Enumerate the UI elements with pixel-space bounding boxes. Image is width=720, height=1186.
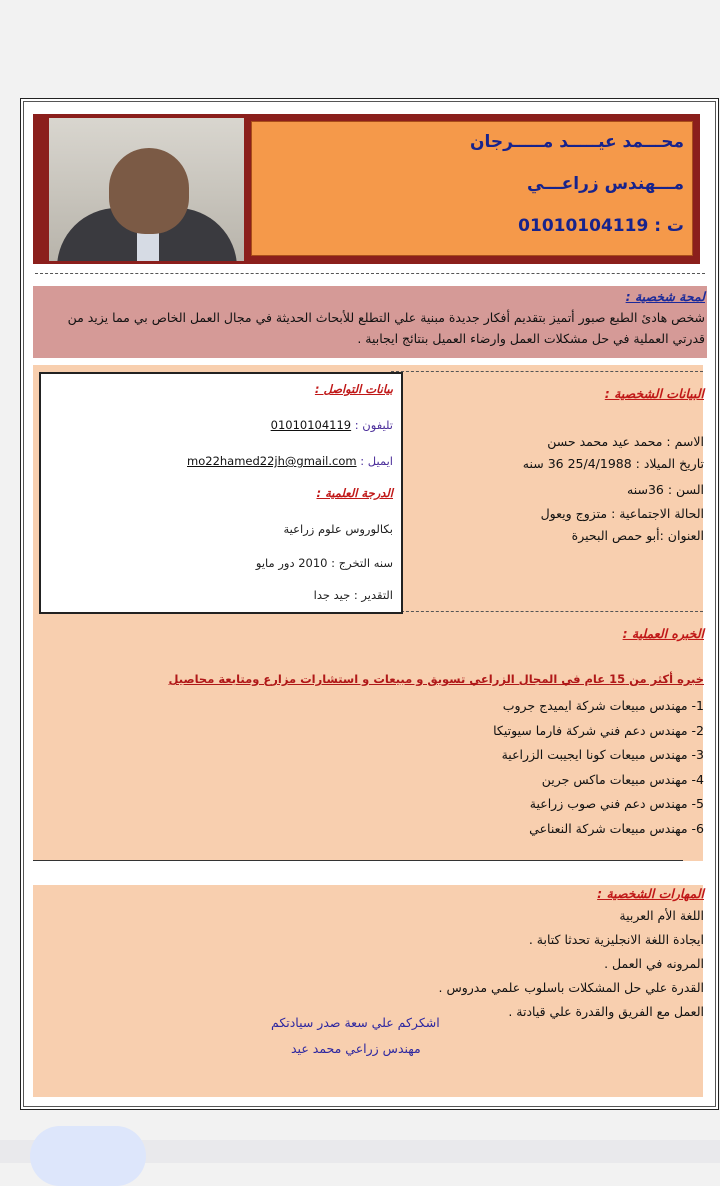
list-item: 3- مهندس مبيعات كونا ايجيبت الزراعية bbox=[501, 747, 704, 762]
personal-name: الاسم : محمد عيد محمد حسن bbox=[547, 434, 704, 449]
degree-heading: الدرجة العلمية : bbox=[316, 486, 393, 500]
grade: التقدير : جيد جدا bbox=[313, 588, 393, 602]
thanks-note: اشكركم علي سعة صدر سيادتكم bbox=[271, 1015, 440, 1030]
contact-email bbox=[187, 454, 393, 468]
experience-lead: خبره أكثر من 15 عام في المجال الزراعي تسويق و مبيعات و استشارات مزارع ومتابعة محاصيل bbox=[168, 672, 704, 686]
summary-text: شخص هادئ الطبع صبور أتميز بتقديم أفكار جديدة مبنية علي التطلع للأبحاث الحديثة في مجال العمل الخاص بي مما يزيد من قدرتي العملية في حل مشكلات العمل وارضاء العميل بنتائج ايجابية . bbox=[67, 310, 705, 346]
divider bbox=[35, 273, 705, 274]
divider bbox=[33, 860, 683, 861]
email-label: ايميل : bbox=[360, 454, 393, 468]
cv-page bbox=[20, 98, 719, 1110]
list-item: 4- مهندس مبيعات ماكس جرين bbox=[541, 771, 704, 787]
header-phone: ت : 01010104119 bbox=[518, 216, 684, 236]
contact-phone bbox=[271, 418, 393, 432]
skill-item: المرونه في العمل . bbox=[604, 956, 704, 971]
contact-heading: بيانات التواصل : bbox=[314, 382, 393, 396]
signature: مهندس زراعي محمد عيد bbox=[291, 1041, 421, 1056]
email-value[interactable]: mo22hamed22jh@gmail.com bbox=[187, 454, 357, 468]
contact-box bbox=[39, 372, 403, 614]
skill-item: العمل مع الفريق والقدرة علي قيادتة . bbox=[508, 1004, 704, 1019]
phone-label: تليفون : bbox=[354, 418, 393, 432]
skills-heading: المهارات الشخصية : bbox=[597, 886, 704, 901]
full-name: محـــمد عيـــــد مـــــرجان bbox=[470, 132, 684, 152]
personal-birth: تاريخ الميلاد : 25/4/1988 36 سنه bbox=[522, 456, 704, 471]
personal-heading: البيانات الشخصية : bbox=[604, 386, 704, 401]
graduation-year: سنه التخرج : 2010 دور مايو bbox=[255, 556, 393, 570]
floating-action-button[interactable] bbox=[30, 1126, 146, 1186]
job-title: مـــهندس زراعـــي bbox=[527, 174, 684, 194]
phone-value[interactable]: 01010104119 bbox=[270, 418, 352, 432]
divider bbox=[391, 371, 703, 372]
profile-photo bbox=[49, 118, 244, 261]
jobs-list bbox=[493, 694, 704, 841]
divider bbox=[391, 611, 703, 612]
header-banner bbox=[33, 114, 700, 264]
list-item: 2- مهندس دعم فني شركة فارما سيوتيكا bbox=[493, 722, 704, 738]
photo-face bbox=[109, 148, 189, 234]
personal-status: الحالة الاجتماعية : متزوج ويعول bbox=[540, 506, 704, 521]
name-box bbox=[251, 121, 693, 256]
summary-heading: لمحة شخصية : bbox=[625, 289, 705, 304]
personal-address: العنوان :أبو حمص البحيرة bbox=[571, 528, 704, 543]
list-item: 5- مهندس دعم فني صوب زراعية bbox=[529, 796, 704, 811]
experience-heading: الخبره العملية : bbox=[622, 626, 704, 641]
skill-item: اللغة الأم العربية bbox=[619, 908, 704, 923]
list-item: 1- مهندس مبيعات شركة ايميدج جروب bbox=[502, 698, 704, 713]
summary-section bbox=[33, 286, 707, 358]
skill-item: ايجادة اللغة الانجليزية تحدثا كتابة . bbox=[528, 932, 704, 947]
list-item: 6- مهندس مبيعات شركة النعناعي bbox=[529, 820, 704, 836]
degree: بكالوروس علوم زراعية bbox=[283, 522, 393, 536]
skill-item: القدرة علي حل المشكلات باسلوب علمي مدروس . bbox=[438, 980, 704, 995]
personal-age: السن : 36سنه bbox=[627, 482, 704, 497]
